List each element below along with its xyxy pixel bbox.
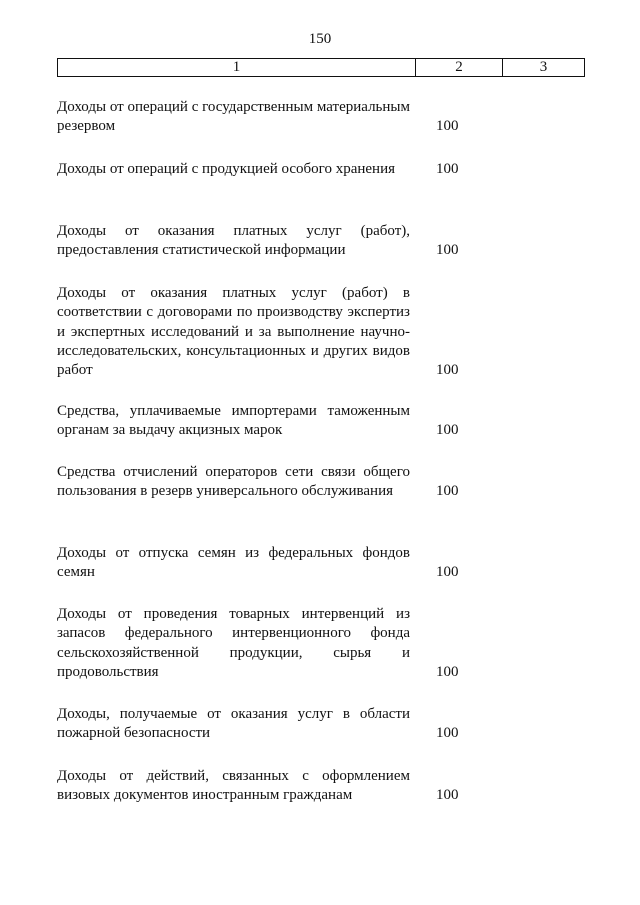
table-row — [57, 705, 585, 744]
income-description: Доходы от проведения товарных интервенций из запасов федерального интервенционного фонда сельскохозяйственной продукции, сырья и продовольствия — [57, 606, 410, 680]
income-percent: 100 — [436, 362, 459, 379]
income-percent: 100 — [436, 161, 459, 177]
income-description: Доходы от действий, связанных с оформлением визовых документов иностранным гражданам — [57, 768, 410, 804]
income-percent: 100 — [436, 564, 459, 581]
income-description: Доходы от отпуска семян из федеральных фондов семян — [57, 545, 410, 581]
income-percent: 100 — [436, 725, 459, 742]
income-description: Доходы от оказания платных услуг (работ), предоставления статистической информации — [57, 223, 410, 259]
income-description: Доходы, получаемые от оказания услуг в области пожарной безопасности — [57, 706, 410, 742]
page-number: 150 — [308, 31, 332, 47]
table-row — [57, 222, 585, 261]
income-description: Доходы от операций с государственным материальным резервом — [57, 99, 410, 135]
income-percent: 100 — [436, 787, 459, 804]
income-description: Доходы от операций с продукцией особого хранения — [57, 161, 395, 177]
table-row — [57, 605, 585, 682]
table-row — [57, 98, 585, 137]
income-percent: 100 — [436, 422, 459, 439]
income-percent: 100 — [436, 483, 459, 500]
table-row — [57, 402, 585, 441]
income-description: Средства, уплачиваемые импортерами таможенным органам за выдачу акцизных марок — [57, 403, 410, 439]
table-header — [57, 58, 585, 77]
table-row — [57, 767, 585, 806]
table-row — [57, 544, 585, 583]
column-header-1: 1 — [58, 59, 416, 76]
column-header-2: 2 — [416, 59, 503, 76]
income-description: Средства отчислений операторов сети связи общего пользования в резерв универсального обслуживания — [57, 464, 410, 500]
income-percent: 100 — [436, 663, 459, 680]
income-percent: 100 — [436, 118, 459, 135]
income-description: Доходы от оказания платных услуг (работ) в соответствии с договорами по производству экспертиз и экспертных исследований и за выполнение научно-исследовательских, консультационных и других видов работ — [57, 285, 410, 379]
table-row — [57, 463, 585, 502]
table-row — [57, 160, 585, 179]
income-percent: 100 — [436, 242, 459, 259]
table-row — [57, 284, 585, 380]
column-header-3: 3 — [539, 59, 548, 75]
